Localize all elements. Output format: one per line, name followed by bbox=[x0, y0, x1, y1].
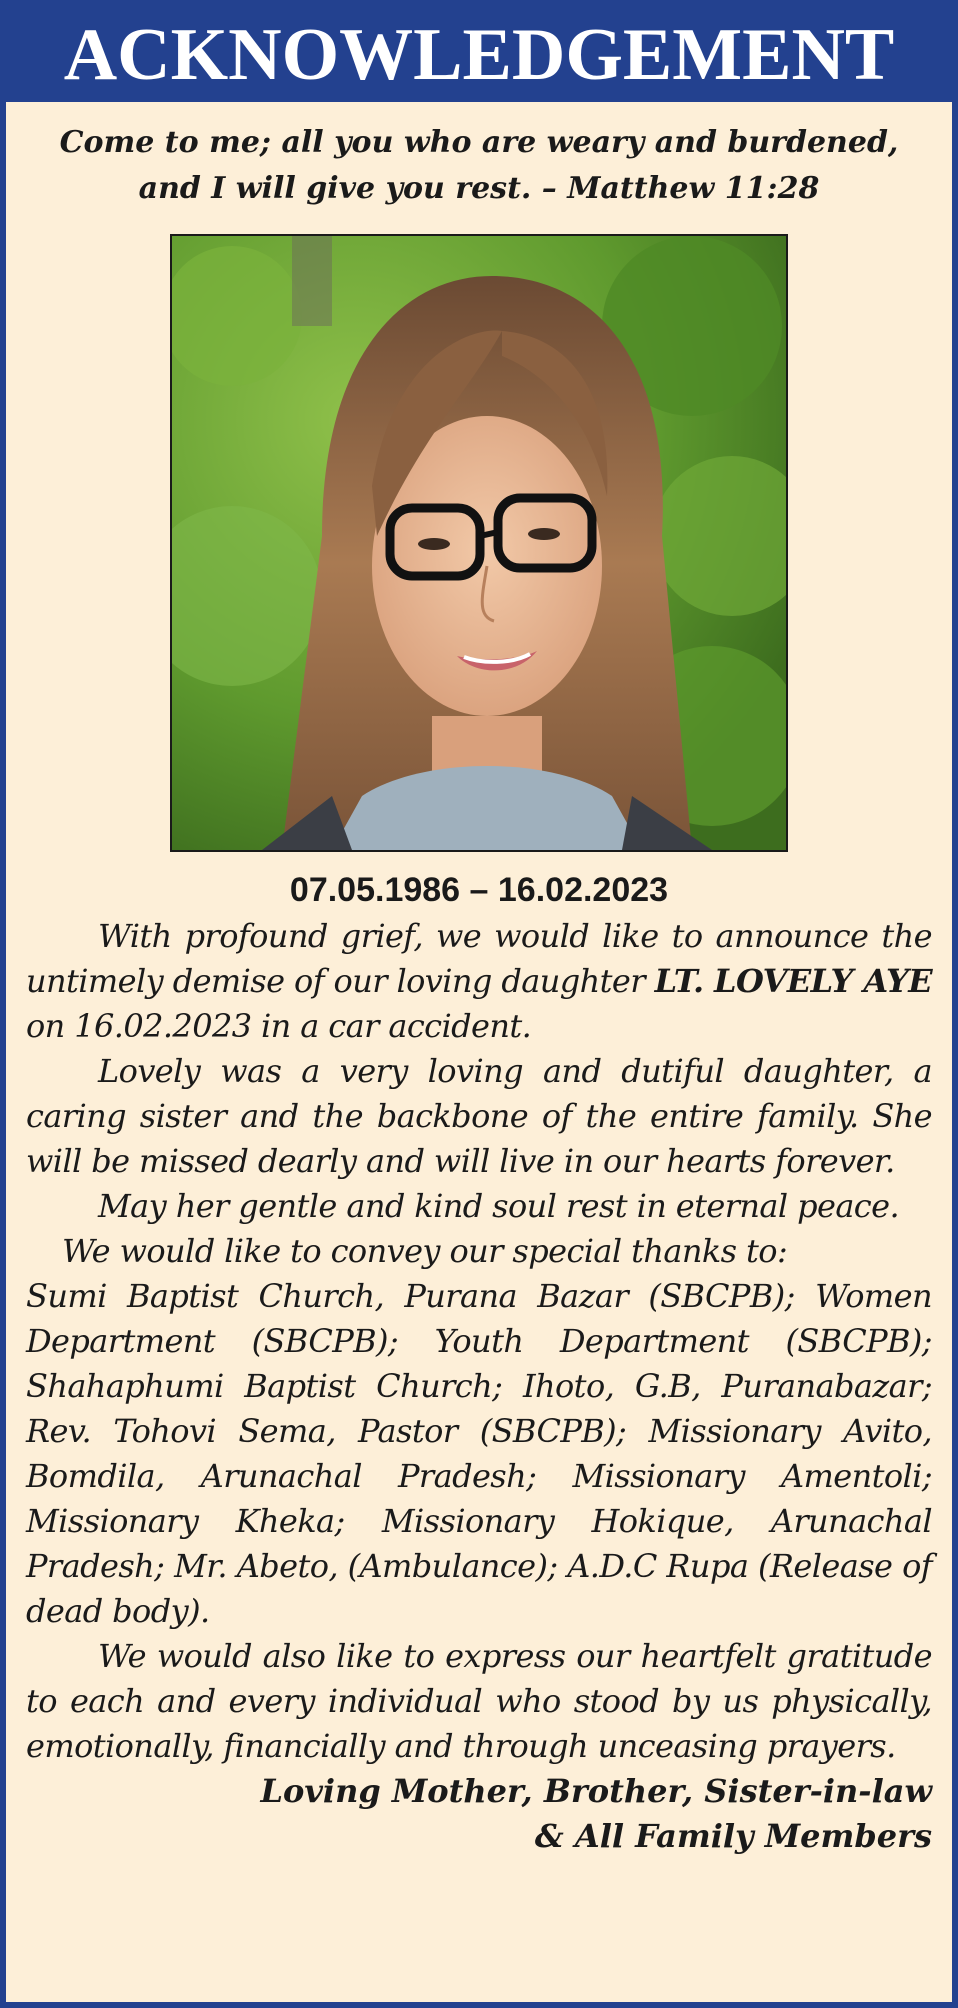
paragraph-gratitude: We would also like to express our heartfelt gratitude to each and every individual who stood by us physically, emotionally, financially and through unceasing prayers. bbox=[26, 1637, 932, 1765]
paragraph-thanks-intro: We would like to convey our special thanks to: bbox=[62, 1232, 788, 1270]
verse-line-2: and I will give you rest. – Matthew 11:28 bbox=[138, 171, 820, 206]
signature-line-1: Loving Mother, Brother, Sister-in-law bbox=[260, 1772, 932, 1810]
deceased-name: LT. LOVELY AYE bbox=[654, 962, 932, 1000]
verse-line-1: Come to me; all you who are weary and burdened, bbox=[59, 125, 899, 160]
announcement-date: on 16.02.2023 in a car accident. bbox=[26, 1007, 532, 1045]
paragraph-thanks-list: Sumi Baptist Church, Purana Bazar (SBCPB); Women Department (SBCPB); Youth Department (SBCPB); Shahaphumi Baptist Church; Ihoto, G.B, Puranabazar; Rev. Tohovi Sema, Pastor (SBCPB); Missionary Avito, Bomdila, Arunachal Pradesh; Missionary Amentoli; Missionary Kheka; Missionary Hokique, Arunachal Pradesh; Mr. Abeto, (Ambulance); A.D.C Rupa (Release of dead body). bbox=[26, 1277, 932, 1630]
announcement-text: With profound grief, we would like to announce the untimely demise of our loving daughter bbox=[26, 917, 932, 1000]
banner-title: ACKNOWLEDGEMENT bbox=[6, 6, 952, 102]
life-dates: 07.05.1986 – 16.02.2023 bbox=[289, 871, 669, 909]
signature bbox=[26, 1769, 932, 1859]
portrait-photo bbox=[170, 234, 788, 852]
signature-line-2: & All Family Members bbox=[534, 1817, 932, 1855]
bible-verse bbox=[26, 120, 932, 212]
paragraph-prayer: May her gentle and kind soul rest in eternal peace. bbox=[98, 1187, 900, 1225]
paragraph-announcement bbox=[26, 914, 932, 1049]
portrait-illustration bbox=[172, 236, 786, 850]
paragraph-tribute: Lovely was a very loving and dutiful daughter, a caring sister and the backbone of the entire family. She will be missed dearly and will live in our hearts forever. bbox=[26, 1052, 932, 1180]
notice-body bbox=[26, 914, 932, 1769]
